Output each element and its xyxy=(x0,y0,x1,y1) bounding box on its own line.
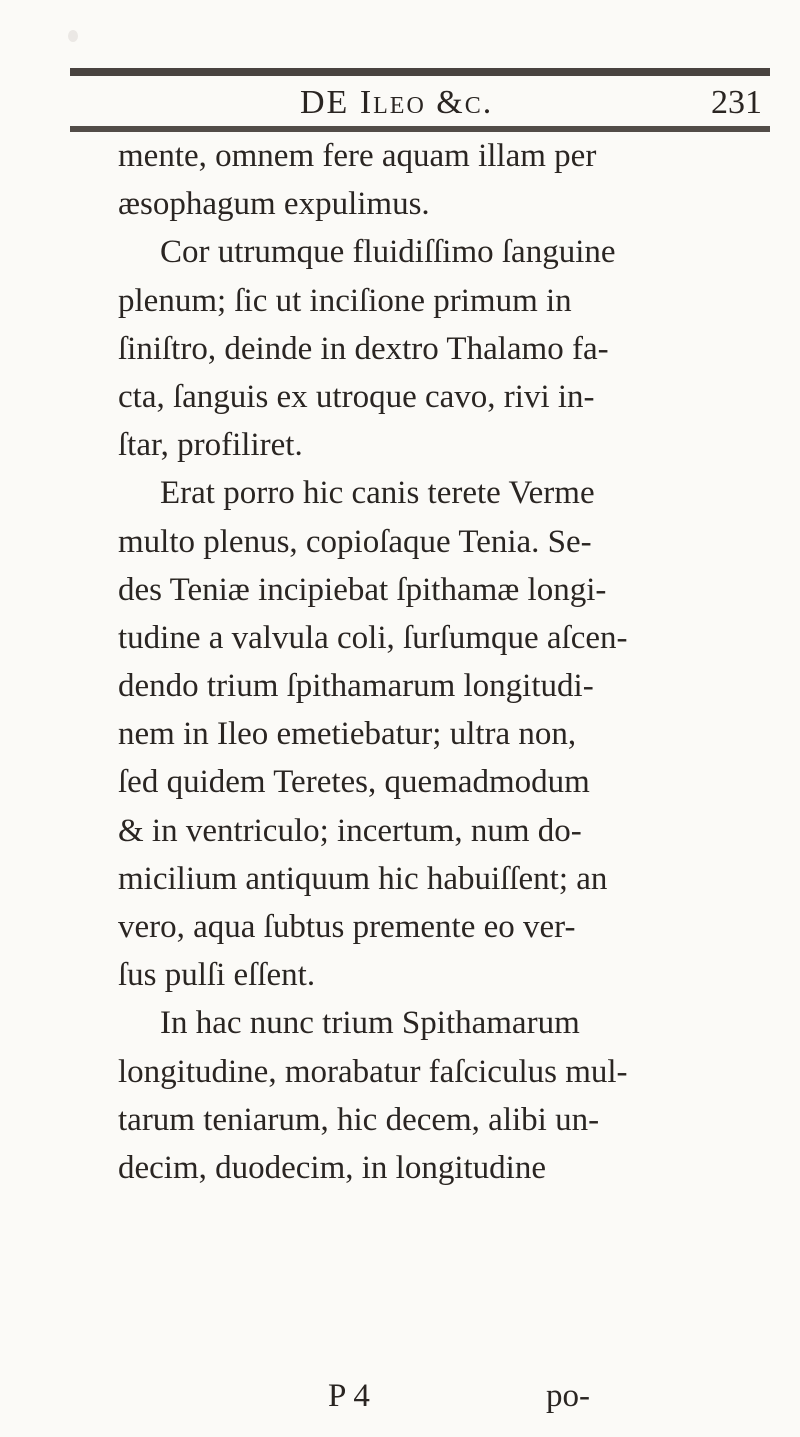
text-line: longitudine, morabatur faſciculus mul- xyxy=(118,1053,628,1090)
text-line: nem in Ileo emetiebatur; ultra non, xyxy=(118,716,577,753)
text-line: æsophagum expulimus. xyxy=(118,186,430,223)
text-line: vero, aqua ſubtus premente eo ver- xyxy=(118,909,576,945)
text-line: ſus pulſi eſſent. xyxy=(118,957,316,994)
running-head: DE Ileo &c. xyxy=(300,84,494,121)
page-footer xyxy=(118,1372,778,1422)
text-line: tudine a valvula coli, ſurſumque aſcen- xyxy=(118,619,628,656)
text-line: des Teniæ incipiebat ſpithamæ longi- xyxy=(118,571,607,608)
header-rule-top xyxy=(70,68,770,76)
text-line: Cor utrumque fluidiſſimo ſanguine xyxy=(160,234,616,271)
paper-stain xyxy=(68,30,78,42)
catchword: po- xyxy=(546,1378,590,1414)
text-line: & in ventriculo; incertum, num do- xyxy=(118,812,582,849)
text-line: cta, ſanguis ex utroque cavo, rivi in- xyxy=(118,378,595,415)
text-line: multo plenus, copioſaque Tenia. Se- xyxy=(118,523,592,560)
text-line: Erat porro hic canis terete Verme xyxy=(160,475,595,512)
text-line: micilium antiquum hic habuiſſent; an xyxy=(118,860,608,897)
text-line: mente, omnem fere aquam illam per xyxy=(118,138,597,174)
text-line: dendo trium ſpithamarum longitudi- xyxy=(118,668,594,705)
text-line: plenum; ſic ut inciſione primum in xyxy=(118,282,572,319)
body-text xyxy=(118,132,778,1192)
text-line: decim, duodecim, in longitudine xyxy=(118,1149,547,1186)
text-line: ſiniſtro, deinde in dextro Thalamo fa- xyxy=(118,330,609,367)
text-line: In hac nunc trium Spithamarum xyxy=(160,1005,580,1042)
page-header xyxy=(70,82,770,124)
text-line: tarum teniarum, hic decem, alibi un- xyxy=(118,1101,600,1138)
text-line: ſtar, profiliret. xyxy=(118,427,303,464)
signature-mark: P 4 xyxy=(328,1378,370,1414)
page-number: 231 xyxy=(711,84,762,121)
text-line: ſed quidem Teretes, quemadmodum xyxy=(118,764,590,801)
